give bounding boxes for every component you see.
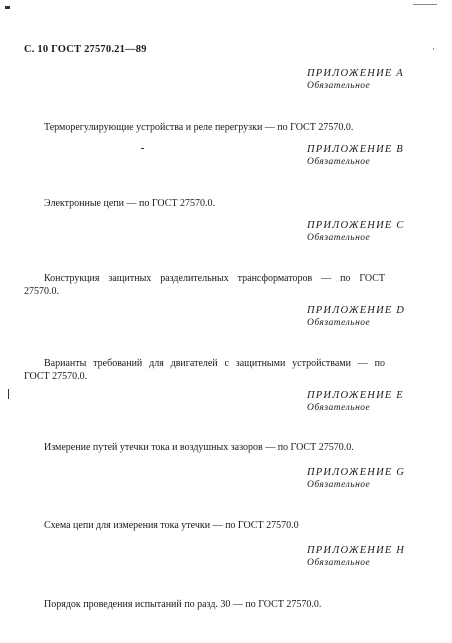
appendix-e-heading [307, 389, 437, 414]
appendix-text-line: Измерение путей утечки тока и воздушных зазоров — по ГОСТ 27570.0. [44, 442, 354, 453]
scan-mark [433, 48, 434, 50]
appendix-b-heading [307, 143, 437, 168]
appendix-a-heading [307, 67, 437, 92]
appendix-subtitle: Обязательное [307, 318, 371, 328]
appendix-d-text [24, 357, 385, 383]
appendix-title: ПРИЛОЖЕНИЕ D [307, 305, 406, 316]
appendix-c-text [24, 272, 385, 298]
appendix-subtitle: Обязательное [307, 403, 371, 413]
appendix-title: ПРИЛОЖЕНИЕ С [307, 220, 405, 231]
scan-mark [141, 148, 144, 149]
appendix-subtitle: Обязательное [307, 233, 371, 243]
appendix-d-heading [307, 304, 437, 329]
appendix-subtitle: Обязательное [307, 81, 371, 91]
appendix-text-line: Электронные цепи — по ГОСТ 27570.0. [44, 198, 215, 209]
scan-mark [8, 389, 9, 399]
appendix-subtitle: Обязательное [307, 558, 371, 568]
appendix-text-line: Варианты требований для двигателей с защитными устройствами — по [44, 358, 385, 369]
scan-mark [413, 4, 437, 5]
appendix-e-text [24, 441, 405, 454]
appendix-text-line: Порядок проведения испытаний по разд. 30 — по ГОСТ 27570.0. [44, 599, 322, 610]
appendix-text-line: ГОСТ 27570.0. [24, 371, 88, 382]
appendix-title: ПРИЛОЖЕНИЕ В [307, 144, 404, 155]
appendix-title: ПРИЛОЖЕНИЕ Н [307, 545, 406, 556]
appendix-title: ПРИЛОЖЕНИЕ Е [307, 390, 404, 401]
appendix-title: ПРИЛОЖЕНИЕ А [307, 68, 404, 79]
appendix-subtitle: Обязательное [307, 480, 371, 490]
appendix-text-line: Схема цепи для измерения тока утечки — по ГОСТ 27570.0 [44, 520, 299, 531]
appendix-g-heading [307, 466, 437, 491]
appendix-text-line: Терморегулирующие устройства и реле перегрузки — по ГОСТ 27570.0. [44, 122, 354, 133]
appendix-g-text [24, 519, 405, 532]
appendix-subtitle: Обязательное [307, 157, 371, 167]
appendix-text-line: Конструкция защитных разделительных трансформаторов — по ГОСТ [44, 273, 385, 284]
appendix-text-line: 27570.0. [24, 286, 59, 297]
appendix-h-heading [307, 544, 437, 569]
appendix-b-text [24, 197, 405, 210]
appendix-c-heading [307, 219, 437, 244]
appendix-a-text [24, 121, 405, 134]
appendix-title: ПРИЛОЖЕНИЕ G [307, 467, 406, 478]
scan-mark [5, 6, 10, 9]
appendix-h-text [24, 598, 405, 611]
page-header: С. 10 ГОСТ 27570.21—89 [24, 44, 147, 55]
